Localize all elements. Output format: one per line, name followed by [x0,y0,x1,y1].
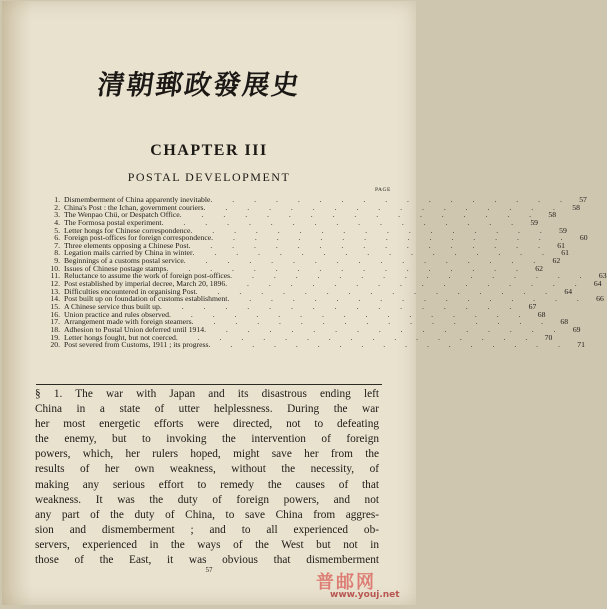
toc-entry-number: 5. [54,225,60,235]
toc-entry-page: 68 [560,317,569,327]
toc-entry-number: 3. [54,210,60,220]
body-line: making any serious effort to remedy the causes of that [35,478,379,491]
toc-entry-page: 58 [548,210,557,220]
toc-entry-number: 20. [50,340,60,350]
chapter-heading: CHAPTER III [150,142,268,159]
toc-leader-dots: . . . . . . . . . . . . . . . . . [203,202,564,212]
toc-entry-page: 59 [530,217,538,227]
toc-entry-page: 68 [537,309,546,319]
toc-entry-title: Post established by imperial decree, March 20, 1896 [64,279,226,289]
toc-entry-page: 61 [561,248,569,258]
page-number: 57 [205,566,213,574]
toc-entry-number: 18. [50,324,60,334]
toc-entry-number: 8. [54,248,60,258]
toc-entry-page: 61 [557,240,565,250]
toc-entry-page: 70 [544,332,553,342]
toc-leader-dots: . . . . . . . . . . . . . . . . . [166,263,527,273]
toc-entry-number: 1. [54,195,60,204]
body-line: those of the East, it was obvious that dismemberment [35,554,379,567]
toc-leader-dots: . . . . . . . . . . . . . . . . . [208,340,569,350]
toc-entry-number: 10. [50,263,60,273]
toc-entry-title: Foreign post-offices for foreign correspondence [64,233,212,243]
toc-entry-number: 13. [50,286,60,296]
body-line: weakness. It was the duty of foreign powers, and not [35,493,379,506]
chapter-subtitle: POSTAL DEVELOPMENT [127,170,291,184]
toc-entry-number: 15. [50,301,60,311]
toc-entry-page: 62 [535,263,543,273]
body-line: powers, which, her rulers hoped, might save her from the [35,448,379,461]
section-divider [36,384,382,385]
toc-entry-title: Issues of Chinese postage stamps [64,263,167,273]
toc-entry-title: Beginnings of a customs postal service [64,256,184,266]
toc-leader-dots: . . . . . . . . . . . . . . . . . [211,233,572,243]
toc-leader-dots: . . . . . . . . . . . . . . . . . [179,210,541,220]
toc-page-column-header: PAGE [375,187,391,193]
toc-entry-number: 11. [50,271,60,281]
toc-entry-page: 64 [564,286,573,296]
table-of-contents [46,195,607,350]
toc-entry-title: Three elements opposing a Chinese Post [64,240,189,250]
toc-entry-title: Post severed from Customs, 1911 ; its progress [64,340,209,350]
body-line: servers, experienced in the ways of the West but not in [35,538,379,551]
body-paragraph [35,387,379,568]
toc-entry-number: 6. [54,233,60,243]
toc-entry-page: 63 [598,271,607,281]
page-edge-stain [2,1,32,605]
toc-entry-number: 14. [50,294,60,304]
toc-leader-dots: . . . . . . . . . . . . . . . . . [190,225,551,235]
toc-leader-dots: . . . . . . . . . . . . . . . . . [159,301,521,311]
toc-entry-title: Arrangement made with foreign steamers [64,317,192,327]
toc-entry-number: 4. [54,217,60,227]
toc-leader-dots: . . . . . . . . . . . . . . . . . [191,317,553,327]
toc-entry-page: 60 [579,233,588,243]
toc-leader-dots: . . . . . . . . . . . . . . . . . [210,195,571,204]
toc-leader-dots: . . . . . . . . . . . . . . . . . [230,271,591,281]
toc-entry-number: 16. [50,309,60,319]
toc-entry-number: 19. [50,332,60,342]
toc-entry-title: Legation mails carried by China in winter [64,248,193,258]
toc-entry-page: 59 [559,225,567,235]
toc-leader-dots: . . . . . . . . . . . . . . . . . [192,248,553,258]
body-line: results of her own weakness, without the necessity, of [35,463,379,476]
body-line: her most energetic efforts were directed, not to defeating [35,418,379,431]
toc-entry-title: Letter hongs for Chinese correspondence [64,225,191,235]
toc-entry-title: Adhesion to Postal Union deferred until 1914 [64,324,205,334]
toc-leader-dots: . . . . . . . . . . . . . . . . . [161,217,522,227]
toc-entry-page: 58 [572,202,580,212]
body-line: the enemy, but to invoking the intervention of foreign [35,433,379,446]
toc-entry-title: China's Post : the Ichan, government couriers [64,202,204,212]
toc-entry-page: 71 [577,340,585,350]
toc-entry-page: 69 [572,324,581,334]
toc-leader-dots: . . . . . . . . . . . . . . . . . [195,286,557,296]
toc-entry [46,340,585,350]
toc-leader-dots: . . . . . . . . . . . . . . . . . [175,332,537,342]
toc-entry-page: 62 [552,256,561,266]
toc-entry-title: Union practice and rules observed [64,309,170,319]
toc-leader-dots: . . . . . . . . . . . . . . . . . [169,309,530,319]
toc-entry-title: Difficulties encountered in organising Post [64,286,196,296]
toc-entry-title: Reluctance to assume the work of foreign post-offices [64,271,231,281]
toc-entry-title: Post built up on foundation of customs establishment [64,294,228,304]
toc-entry-number: 9. [54,256,60,266]
toc-entry-page: 57 [579,195,587,204]
toc-entry-title: Letter hongs fought, but not coerced [64,332,176,342]
toc-leader-dots: . . . . . . . . . . . . . . . . . [227,294,588,304]
toc-entry-title: Dismemberment of China apparently inevitable [64,195,211,204]
toc-entry-page: 66 [596,294,604,304]
body-line: any part of the duty of China, to save China from aggres- [35,508,379,521]
body-line: § 1. The war with Japan and its disastrous ending left [35,388,379,400]
book-page [2,1,607,605]
toc-leader-dots: . . . . . . . . . . . . . . . . . [188,240,549,250]
watermark-chinese-text: 普邮网 [316,572,376,593]
body-line: sion and dismemberment ; and to all experienced ob- [35,523,379,536]
site-watermark [316,568,400,600]
watermark-url: www.youj.net [330,590,400,600]
toc-entry-title: A Chinese service thus built up [64,301,160,311]
toc-leader-dots: . . . . . . . . . . . . . . . . . [225,279,586,289]
toc-entry-title: The Wenpao Chü, or Despatch Office [64,210,180,220]
chinese-calligraphy-title: 清朝郵政發展史 [95,70,303,101]
toc-leader-dots: . . . . . . . . . . . . . . . . . [183,256,545,266]
toc-entry-page: 64 [593,279,602,289]
body-line: China in a state of utter helplessness. During the war [35,403,379,416]
toc-entry-number: 12. [50,279,60,289]
toc-leader-dots: . . . . . . . . . . . . . . . . . [204,324,565,334]
toc-entry-title: The Formosa postal experiment [64,217,162,227]
toc-entry-number: 7. [54,240,60,250]
toc-entry-page: 67 [528,301,537,311]
toc-entry-number: 2. [54,202,60,212]
toc-entry-number: 17. [50,317,60,327]
